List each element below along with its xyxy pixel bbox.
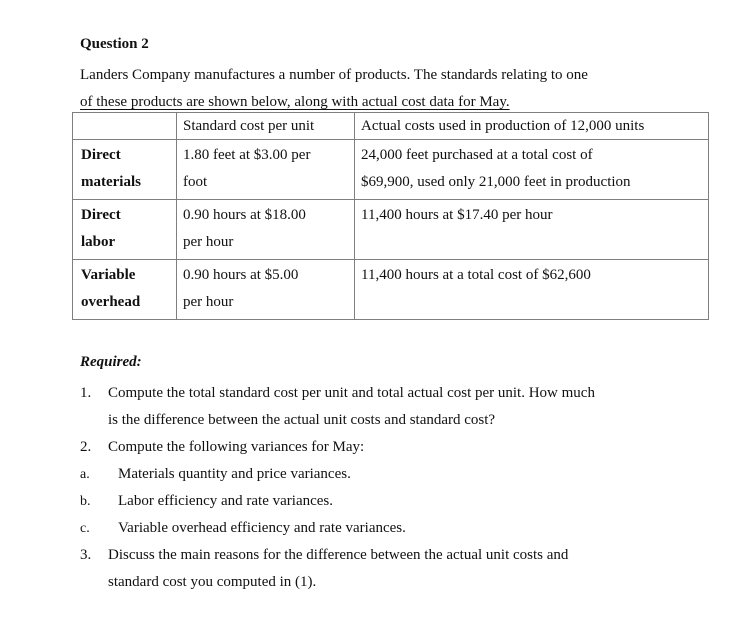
- table-header-row: [73, 113, 709, 140]
- standard-direct-labor: 0.90 hours at $18.00 per hour: [177, 200, 355, 260]
- question-intro: [80, 62, 720, 116]
- row-label-direct-materials: Direct materials: [73, 140, 177, 200]
- table-row: [73, 200, 709, 260]
- actual-variable-overhead: 11,400 hours at a total cost of $62,600: [355, 260, 709, 320]
- required-heading: Required:: [80, 354, 142, 370]
- standard-variable-overhead: 0.90 hours at $5.00 per hour: [177, 260, 355, 320]
- header-standard-cost: Standard cost per unit: [177, 113, 355, 140]
- header-actual-costs: Actual costs used in production of 12,000 units: [355, 113, 709, 140]
- list-item: 1. Compute the total standard cost per unit and total actual cost per unit. How much is the difference between the actual unit costs and standard cost?: [80, 385, 595, 428]
- required-list: [80, 380, 720, 596]
- list-item: 3. Discuss the main reasons for the difference between the actual unit costs and standard cost you computed in (1).: [80, 547, 569, 590]
- intro-line-2: of these products are shown below, along with actual cost data for May.: [80, 94, 510, 110]
- table-row: [73, 140, 709, 200]
- question-title: Question 2: [80, 36, 149, 52]
- row-label-direct-labor: Direct labor: [73, 200, 177, 260]
- list-item: b. Labor efficiency and rate variances.: [80, 493, 334, 509]
- list-item: c. Variable overhead efficiency and rate variances.: [80, 520, 406, 536]
- standard-direct-materials: 1.80 feet at $3.00 per foot: [177, 140, 355, 200]
- row-label-variable-overhead: Variable overhead: [73, 260, 177, 320]
- list-item: a. Materials quantity and price variances.: [80, 466, 351, 482]
- list-item: 2. Compute the following variances for May:: [80, 439, 365, 455]
- actual-direct-labor: 11,400 hours at $17.40 per hour: [355, 200, 709, 260]
- header-cell-empty: [73, 113, 177, 140]
- intro-line-1: Landers Company manufactures a number of products. The standards relating to one: [80, 67, 588, 83]
- actual-direct-materials: 24,000 feet purchased at a total cost of $69,900, used only 21,000 feet in production: [355, 140, 709, 200]
- standards-table: [72, 112, 709, 320]
- table-row: [73, 260, 709, 320]
